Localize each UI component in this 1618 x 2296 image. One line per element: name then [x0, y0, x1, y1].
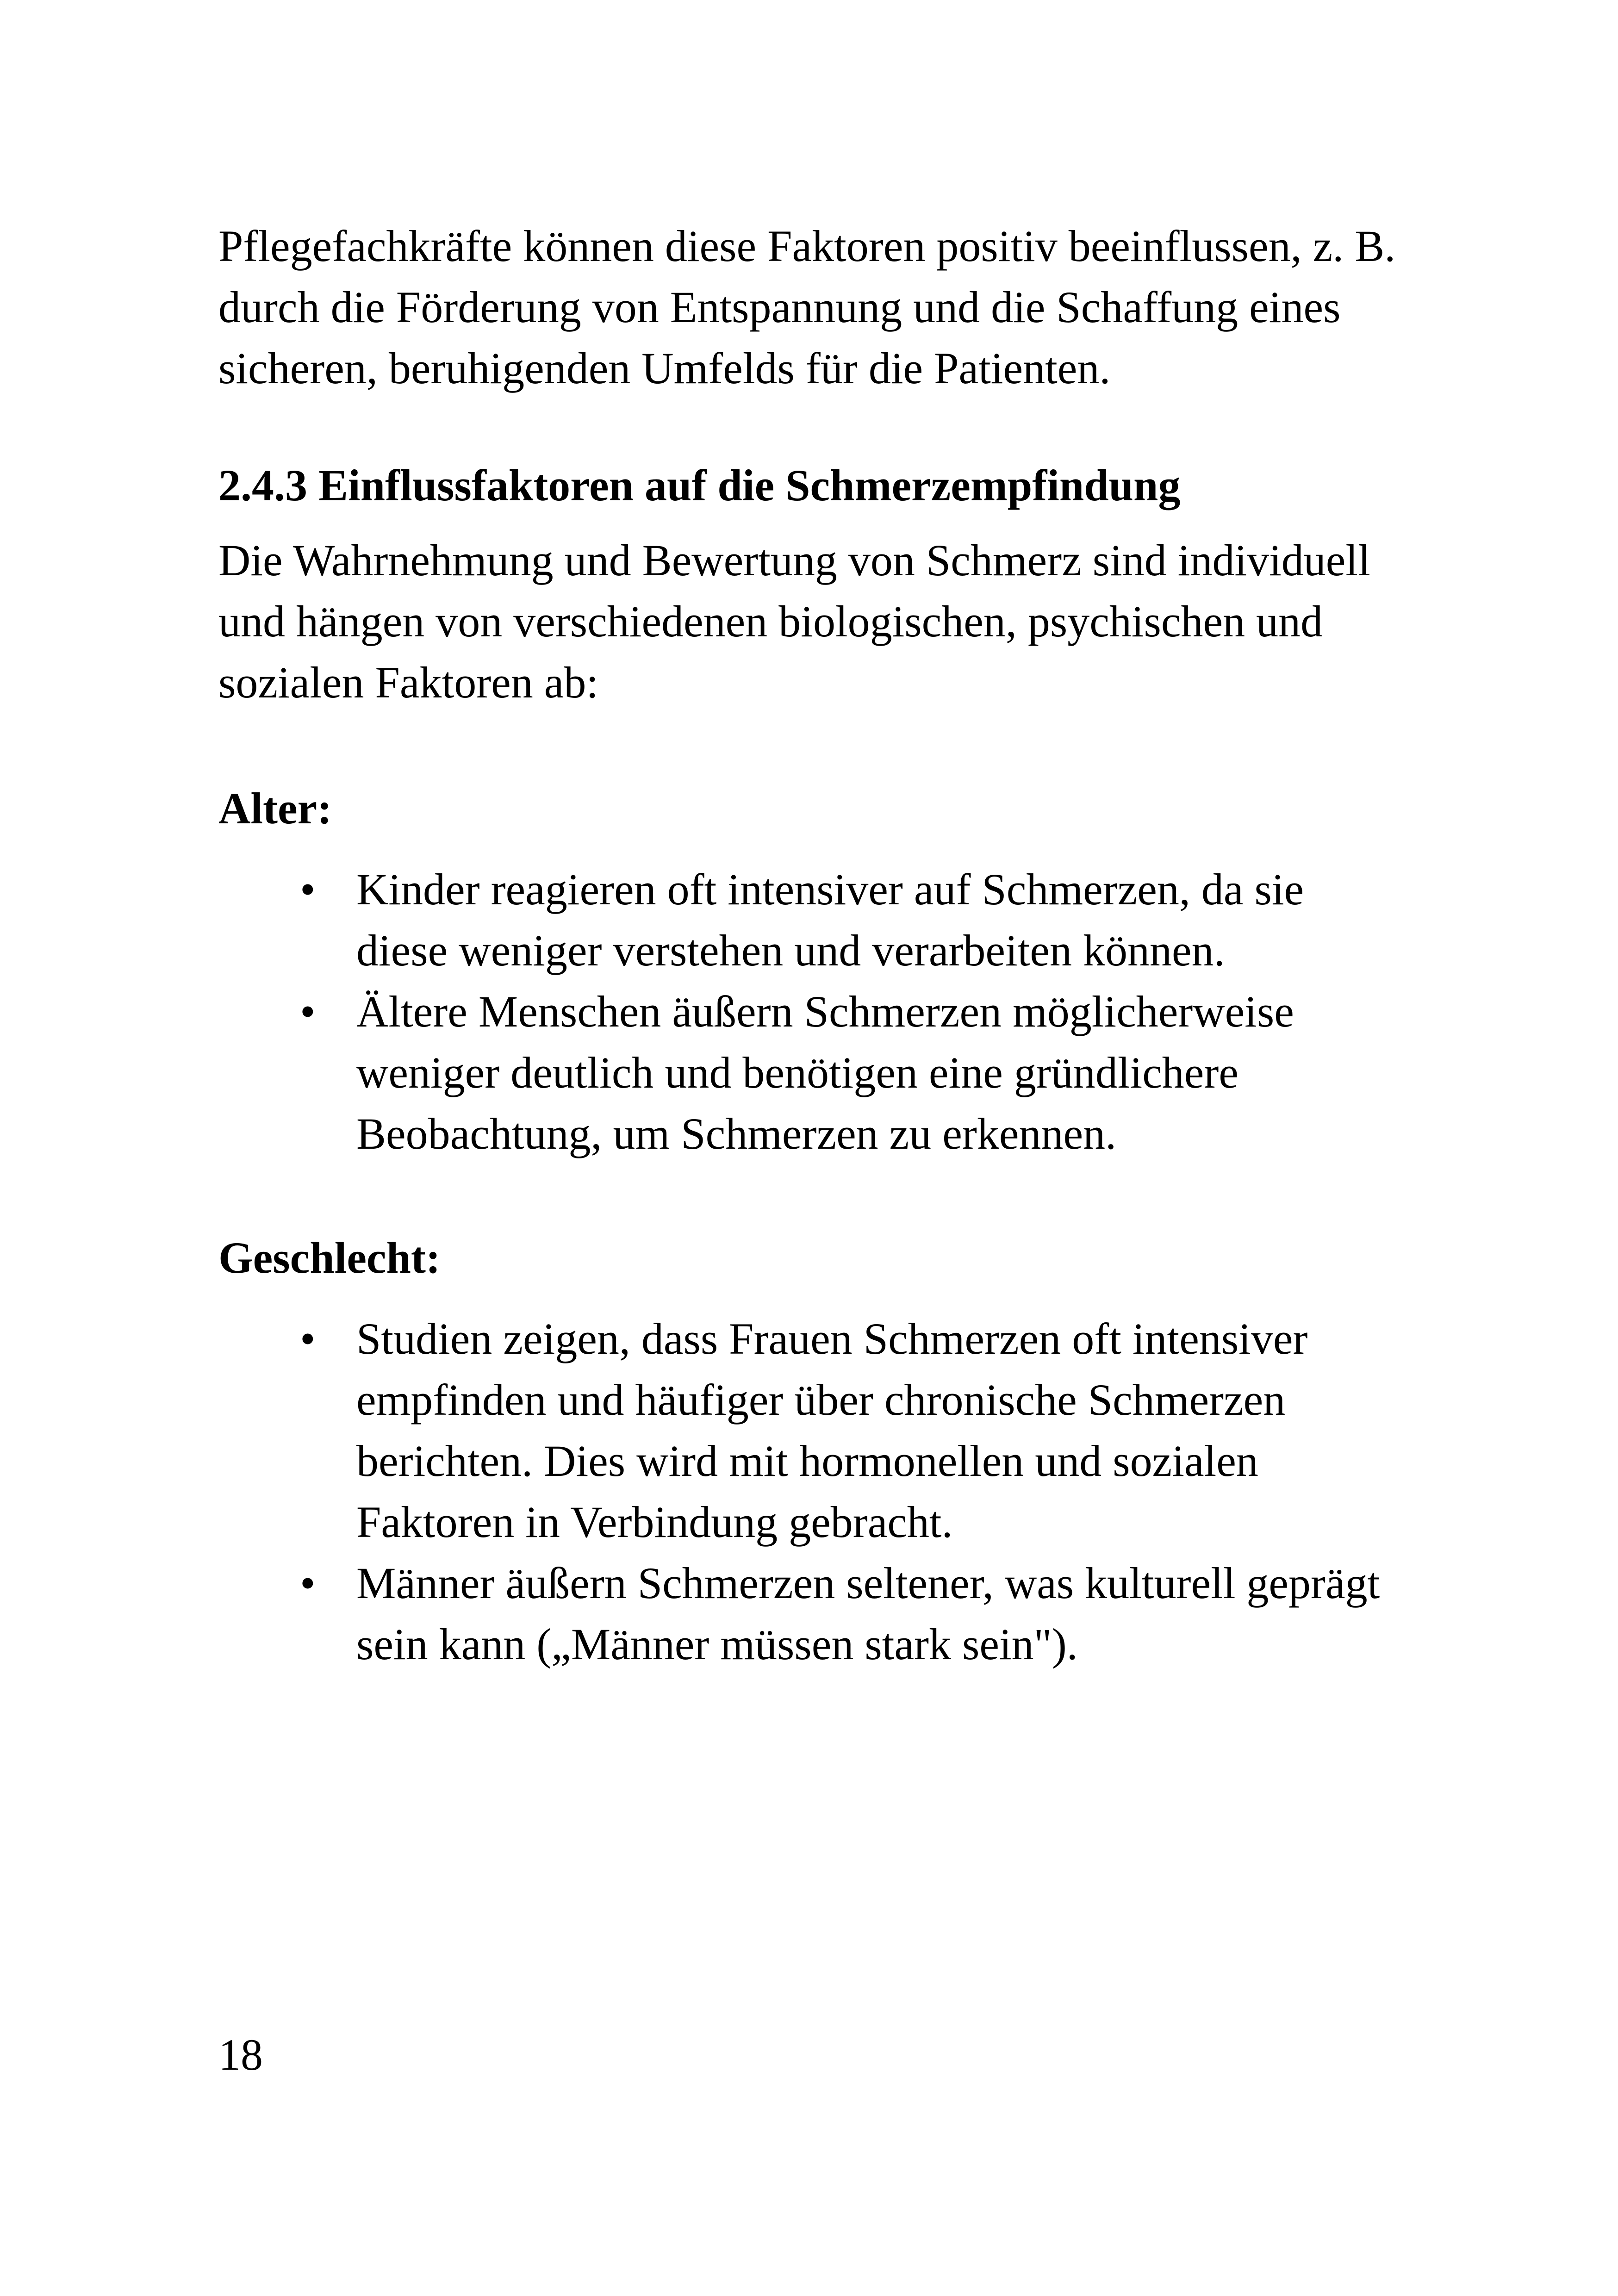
- list-item-text: Ältere Menschen äußern Schmerzen möglicherweise weniger deutlich und benötigen eine gründlichere Beobachtung, um Schmerzen zu erkennen.: [356, 987, 1294, 1158]
- bullet-list-alter: [0, 859, 1388, 1164]
- bullet-icon: •: [300, 1558, 316, 1608]
- list-item-text: Studien zeigen, dass Frauen Schmerzen oft intensiver empfinden und häufiger über chronische Schmerzen berichten. Dies wird mit hormonellen und sozialen Faktoren in Verbindung gebracht.: [356, 1314, 1308, 1547]
- list-item-text: Kinder reagieren oft intensiver auf Schmerzen, da sie diese weniger verstehen und verarbeiten können.: [356, 865, 1304, 975]
- list-item: [0, 981, 1388, 1164]
- subheading-geschlecht: Geschlecht:: [218, 1233, 441, 1282]
- intro-paragraph: Pflegefachkräfte können diese Faktoren positiv beeinflussen, z. B. durch die Förderung von Entspannung und die Schaffung eines sicheren, beruhigenden Umfelds für die Patienten.: [218, 221, 1396, 393]
- bullet-icon: •: [300, 987, 316, 1036]
- list-item: [0, 1308, 1388, 1553]
- section-lead-paragraph: Die Wahrnehmung und Bewertung von Schmerz sind individuell und hängen von verschiedenen biologischen, psychischen und sozialen Faktoren ab:: [218, 535, 1370, 707]
- section-heading: 2.4.3 Einflussfaktoren auf die Schmerzempfindung: [218, 460, 1181, 510]
- list-item-text: Männer äußern Schmerzen seltener, was kulturell geprägt sein kann („Männer müssen stark sein").: [356, 1558, 1380, 1669]
- bullet-icon: •: [300, 865, 316, 914]
- page-number: 18: [218, 2030, 263, 2079]
- subheading-alter: Alter:: [218, 784, 332, 833]
- list-item: [0, 1553, 1388, 1675]
- bullet-icon: •: [300, 1314, 316, 1363]
- list-item: [0, 859, 1388, 981]
- bullet-list-geschlecht: [0, 1308, 1388, 1675]
